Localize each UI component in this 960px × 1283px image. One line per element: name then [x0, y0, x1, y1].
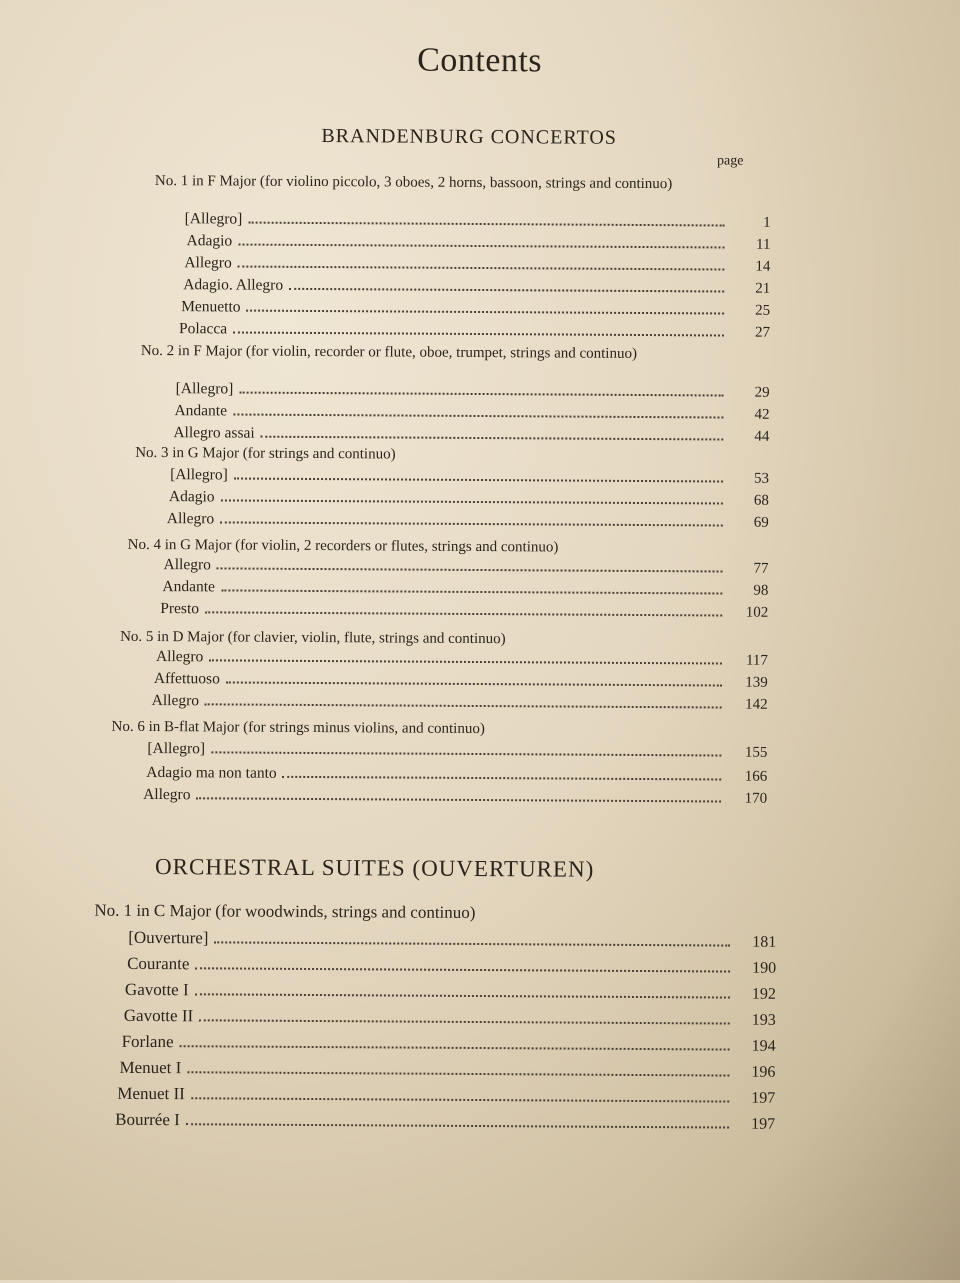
movement-name: Allegro [151, 692, 200, 710]
dot-leader [199, 1019, 730, 1024]
movement-name: [Allegro] [175, 380, 234, 398]
toc-entry [173, 424, 769, 446]
dot-leader [248, 222, 724, 227]
dot-leader [217, 567, 723, 572]
toc-entry [127, 954, 776, 978]
dot-leader [187, 1071, 729, 1076]
toc-entry [174, 402, 769, 424]
toc-entry [128, 928, 776, 952]
page-number: 68 [753, 492, 769, 509]
dot-leader [221, 589, 722, 594]
movement-name: Allegro assai [173, 424, 255, 442]
dot-leader [205, 703, 722, 708]
dot-leader [214, 941, 730, 946]
movement-name: Allegro [163, 556, 211, 574]
page-number: 193 [751, 1011, 776, 1029]
movement-name: Allegro [143, 785, 191, 804]
toc-entry [143, 786, 767, 808]
movement-name: Allegro [184, 254, 232, 272]
dot-leader [186, 1123, 729, 1128]
movement-name: Affettuoso [153, 670, 220, 688]
page-number: 21 [755, 280, 771, 297]
dot-leader [195, 993, 730, 998]
page-number: 29 [754, 384, 770, 401]
toc-entry [146, 764, 767, 786]
toc-entry [167, 510, 769, 532]
movement-name: Allegro [155, 648, 204, 666]
work-title: No. 4 in G Major (for violin, 2 recorders or flutes, strings and continuo) [127, 536, 559, 556]
toc-entry [181, 298, 770, 320]
dot-leader [226, 681, 722, 686]
dot-leader [180, 1045, 730, 1050]
toc-entry [169, 488, 769, 510]
work-title: No. 3 in G Major (for strings and continuo) [135, 444, 396, 463]
toc-entry [176, 380, 770, 402]
work-title: No. 1 in C Major (for woodwinds, strings and continuo) [94, 900, 476, 922]
page-number: 194 [751, 1037, 776, 1055]
dot-leader [195, 967, 730, 972]
page-number: 98 [753, 582, 769, 599]
movement-name: [Ouverture] [128, 927, 209, 948]
page-number: 117 [745, 652, 769, 669]
dot-leader [205, 611, 722, 616]
page-number: 53 [754, 470, 770, 487]
movement-name: Andante [162, 578, 215, 596]
page-number: 196 [751, 1063, 776, 1081]
movement-name: [Allegro] [170, 466, 228, 484]
dot-leader [221, 499, 723, 504]
dot-leader [238, 266, 725, 271]
page-number: 77 [753, 560, 769, 577]
dot-leader [239, 392, 723, 397]
page-number: 166 [744, 768, 768, 785]
toc-entry [119, 1058, 775, 1082]
dot-leader [211, 751, 721, 756]
work-title: No. 6 in B-flat Major (for strings minus violins, and continuo) [111, 718, 485, 738]
page-number: 27 [754, 324, 771, 341]
toc-entry [186, 232, 770, 254]
page-number: 181 [752, 933, 777, 951]
toc-entry [147, 740, 767, 762]
page-number: 139 [745, 674, 768, 691]
dot-leader [261, 436, 724, 441]
page-number: 197 [751, 1089, 776, 1107]
dot-leader [234, 478, 723, 483]
toc-entry [115, 1110, 775, 1134]
toc-entry [124, 1006, 776, 1030]
page-number: 69 [753, 514, 769, 531]
movement-name: Menuetto [181, 298, 241, 316]
movement-name: Bourrée I [115, 1109, 180, 1130]
movement-name: Adagio [186, 232, 233, 250]
movement-name: Forlane [121, 1031, 174, 1052]
dot-leader [289, 288, 724, 293]
toc-entry [184, 254, 770, 276]
movement-name: Andante [174, 402, 228, 420]
page-number: 192 [751, 985, 776, 1003]
movement-name: Menuet II [117, 1083, 185, 1104]
section-heading-brandenburg: BRANDENBURG CONCERTOS [321, 125, 618, 149]
toc-entry [163, 556, 768, 578]
movement-name: [Allegro] [147, 739, 206, 758]
toc-entry [152, 692, 768, 714]
page-number: 44 [754, 428, 770, 445]
toc-entry [125, 980, 776, 1004]
dot-leader [196, 797, 721, 802]
toc-entry [154, 670, 768, 692]
page-number: 190 [752, 959, 777, 977]
movement-name: [Allegro] [184, 210, 243, 228]
movement-name: Adagio ma non tanto [146, 763, 277, 782]
toc-entry [122, 1032, 776, 1056]
movement-name: Adagio. Allegro [183, 276, 284, 294]
page-title: Contents [417, 41, 543, 80]
toc-entry [156, 648, 768, 670]
page-number: 170 [744, 790, 768, 807]
movement-name: Allegro [166, 510, 215, 528]
movement-name: Presto [160, 600, 200, 618]
movement-name: Menuet I [119, 1057, 182, 1078]
page-number: 11 [756, 236, 771, 253]
movement-name: Courante [127, 953, 190, 974]
page-number: 102 [745, 604, 769, 621]
dot-leader [283, 776, 722, 781]
section-heading-orchestral-suites: ORCHESTRAL SUITES (OUVERTUREN) [155, 854, 595, 882]
page-number: 155 [744, 744, 768, 761]
page-number: 14 [755, 258, 771, 275]
toc-entry [179, 320, 770, 342]
page-number: 25 [755, 302, 771, 319]
toc-entry [170, 466, 769, 488]
page-column-label: page [716, 153, 744, 169]
toc-entry [117, 1084, 775, 1108]
page-number: 42 [754, 406, 770, 423]
toc-entry [183, 276, 770, 298]
work-title: No. 2 in F Major (for violin, recorder or flute, oboe, trumpet, strings and continuo) [140, 342, 638, 362]
dot-leader [246, 310, 724, 315]
toc-entry [160, 600, 768, 622]
page-number: 142 [745, 696, 768, 713]
work-title: No. 1 in F Major (for violino piccolo, 3 oboes, 2 horns, bassoon, strings and continuo) [154, 173, 673, 193]
dot-leader [191, 1097, 729, 1102]
movement-name: Gavotte I [124, 979, 189, 1000]
dot-leader [238, 244, 724, 249]
page-number: 1 [763, 214, 771, 231]
toc-entry [162, 578, 768, 600]
movement-name: Gavotte II [123, 1005, 194, 1026]
toc-entry [185, 210, 771, 232]
movement-name: Adagio [168, 488, 215, 506]
dot-leader [220, 521, 723, 526]
work-title: No. 5 in D Major (for clavier, violin, flute, strings and continuo) [120, 628, 506, 648]
dot-leader [209, 659, 722, 664]
dot-leader [233, 413, 723, 418]
dot-leader [233, 331, 724, 336]
movement-name: Polacca [178, 320, 228, 338]
page-number: 197 [751, 1115, 776, 1133]
